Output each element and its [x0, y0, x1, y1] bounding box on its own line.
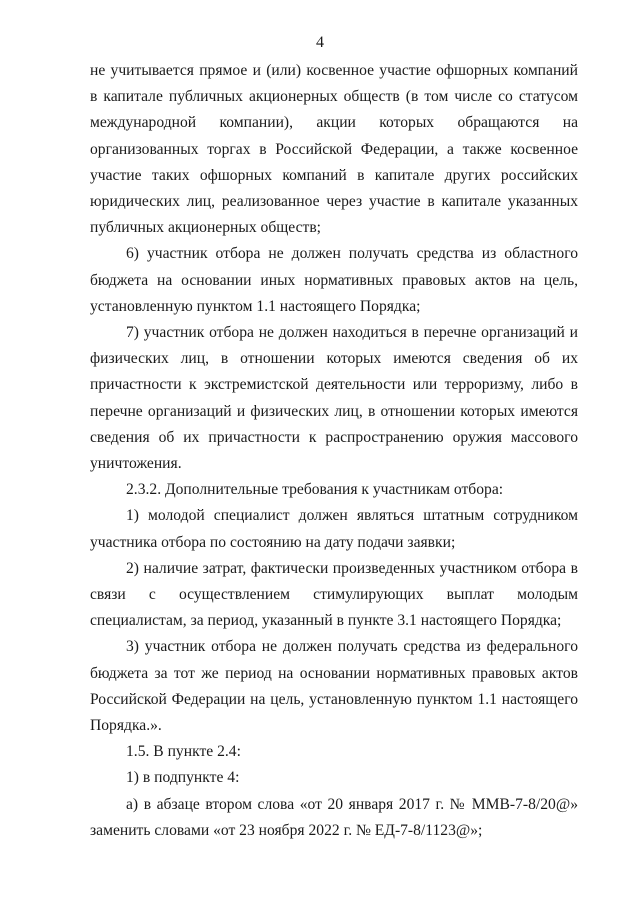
document-body	[90, 58, 578, 844]
paragraph-item-7: 7) участник отбора не должен находиться в перечне организаций и физических лиц, в отношении которых имеются сведения об их причастности к экстремистской деятельности или терроризму, либо в перечне организаций и физических лиц, в отношении которых имеются сведения об их причастности к распространению оружия массового уничтожения.	[90, 324, 578, 473]
paragraph-subpoint-4: 1) в подпункте 4:	[126, 769, 240, 787]
paragraph-additional-item-1: 1) молодой специалист должен являться штатным сотрудником участника отбора по состоянию на дату подачи заявки;	[90, 507, 578, 551]
paragraph-offshore-continuation: не учитывается прямое и (или) косвенное участие офшорных компаний в капитале публичных акционерных обществ (в том числе со статусом международной компании), акции которых обращаются на организованных торгах в Российской Федерации, а также косвенное участие таких офшорных компаний в капитале других российских юридических лиц, реализованное через участие в капитале указанных публичных акционерных обществ;	[90, 62, 578, 237]
paragraph-section-2-3-2: 2.3.2. Дополнительные требования к участникам отбора:	[126, 481, 504, 499]
paragraph-item-6: 6) участник отбора не должен получать средства из областного бюджета на основании иных нормативных правовых актов на цель, установленную пунктом 1.1 настоящего Порядка;	[90, 245, 578, 315]
paragraph-subpoint-a: а) в абзаце втором слова «от 20 января 2017 г. № ММВ-7-8/20@» заменить словами «от 23 ноября 2022 г. № ЕД-7-8/1123@»;	[90, 795, 578, 839]
paragraph-additional-item-2: 2) наличие затрат, фактически произведенных участником отбора в связи с осуществлением стимулирующих выплат молодым специалистам, за период, указанный в пункте 3.1 настоящего Порядка;	[90, 559, 578, 630]
paragraph-section-1-5: 1.5. В пункте 2.4:	[126, 743, 241, 761]
page-number: 4	[316, 34, 324, 51]
paragraph-additional-item-3: 3) участник отбора не должен получать средства из федерального бюджета за тот же период на основании нормативных правовых актов Российской Федерации на цель, установленную пунктом 1.1 настоящего Порядка.».	[90, 638, 578, 735]
